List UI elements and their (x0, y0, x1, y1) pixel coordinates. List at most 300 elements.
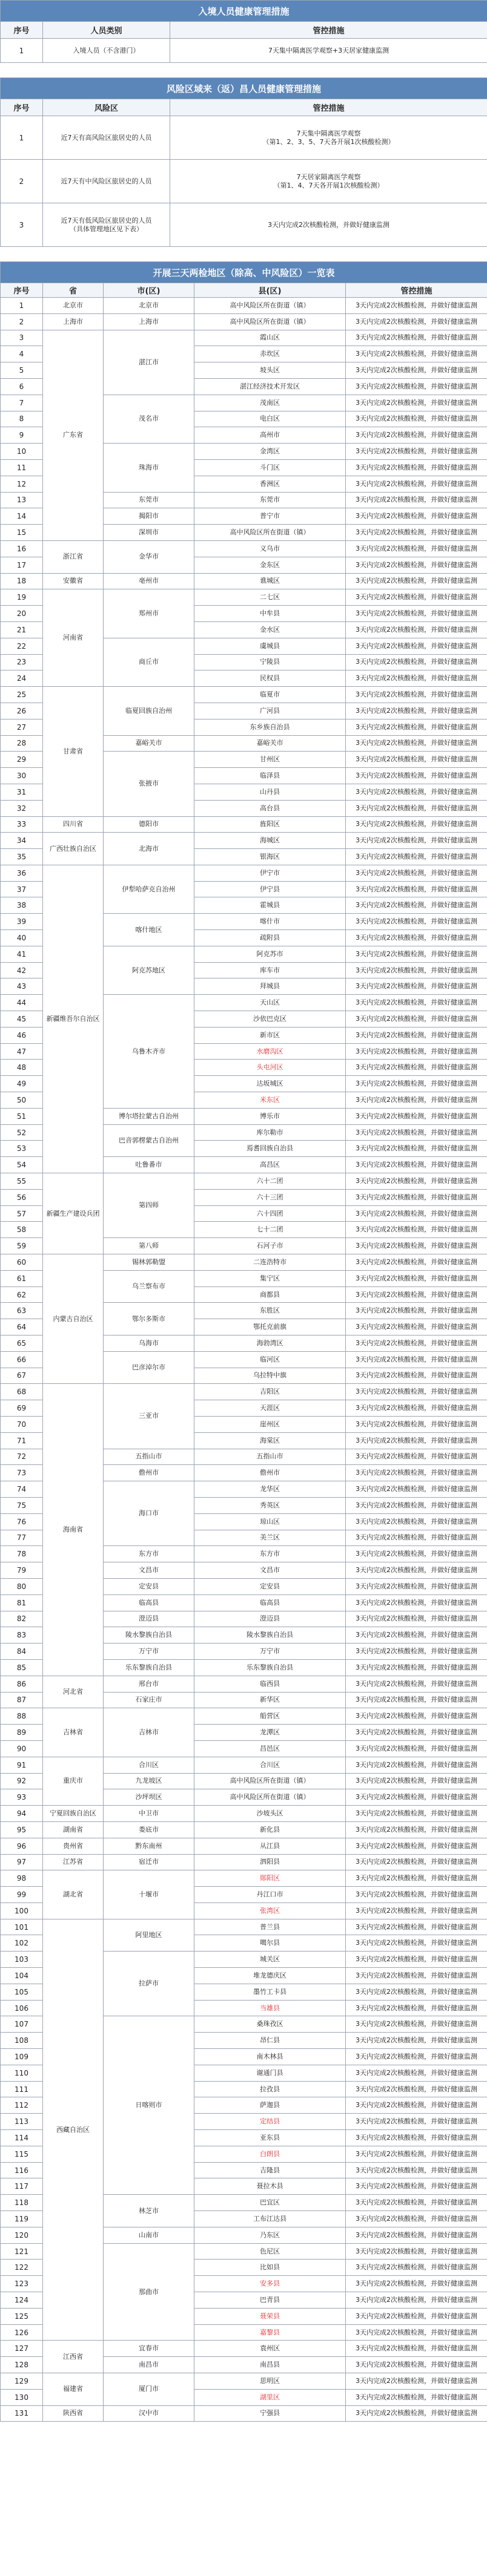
table-row (1, 2405, 487, 2422)
measure-cell: 3天内完成2次核酸检测，并做好健康监测 (346, 1189, 487, 1205)
county-cell: 高中风险区所在街道（镇） (194, 1789, 346, 1806)
county-cell: 文昌市 (194, 1562, 346, 1579)
row-no: 55 (1, 1173, 43, 1190)
row-no: 80 (1, 1578, 43, 1594)
county-cell: 亚东县 (194, 2130, 346, 2146)
county-cell: 虞城县 (194, 638, 346, 654)
county-cell: 天山区 (194, 995, 346, 1011)
measure-cell: 3天内完成2次核酸检测，并做好健康监测 (346, 1952, 487, 1968)
province-cell: 浙江省 (43, 540, 104, 573)
county-cell: 旌阳区 (194, 816, 346, 833)
county-cell: 聂荣县 (194, 2308, 346, 2324)
county-cell: 昂仁县 (194, 2033, 346, 2049)
county-cell: 沙依巴克区 (194, 1011, 346, 1027)
county-cell: 新化县 (194, 1821, 346, 1838)
measure-cell: 3天内完成2次核酸检测，并做好健康监测 (346, 1757, 487, 1773)
measure-cell: 3天内完成2次核酸检测，并做好健康监测 (346, 1303, 487, 1319)
row-no: 77 (1, 1530, 43, 1546)
row-no: 84 (1, 1644, 43, 1660)
city-cell: 三亚市 (104, 1384, 194, 1449)
province-cell: 湖北省 (43, 1870, 104, 1919)
county-cell: 安多县 (194, 2276, 346, 2292)
measure-cell: 3天内完成2次核酸检测，并做好健康监测 (346, 2243, 487, 2260)
row-no: 53 (1, 1141, 43, 1157)
county-cell: 城关区 (194, 1952, 346, 1968)
city-cell: 珠海市 (104, 444, 194, 492)
row-no: 33 (1, 816, 43, 833)
row-no: 118 (1, 2195, 43, 2211)
province-cell: 江苏省 (43, 1854, 104, 1870)
county-cell: 儋州市 (194, 1465, 346, 1481)
measure-cell: 3天内完成2次核酸检测，并做好健康监测 (346, 1432, 487, 1449)
table-row (1, 2341, 487, 2357)
row-no: 106 (1, 2000, 43, 2016)
city-cell: 湛江市 (104, 330, 194, 395)
row-no: 124 (1, 2292, 43, 2309)
measure-cell: 3天内完成2次核酸检测，并做好健康监测 (346, 1449, 487, 1465)
row-no: 45 (1, 1011, 43, 1027)
county-cell: 新市区 (194, 1027, 346, 1043)
measure-cell: 3天内完成2次核酸检测，并做好健康监测 (346, 459, 487, 476)
province-cell: 江西省 (43, 2341, 104, 2373)
row-measure (170, 160, 487, 203)
measure-cell: 3天内完成2次核酸检测，并做好健康监测 (346, 1108, 487, 1124)
county-cell: 六十四团 (194, 1205, 346, 1222)
county-cell: 桑珠孜区 (194, 2016, 346, 2033)
county-cell: 龙潭区 (194, 1725, 346, 1741)
measure-cell: 3天内完成2次核酸检测，并做好健康监测 (346, 1286, 487, 1303)
row-no: 27 (1, 719, 43, 735)
county-cell: 霞山区 (194, 330, 346, 346)
measure-cell: 3天内完成2次核酸检测，并做好健康监测 (346, 2227, 487, 2243)
row-no: 82 (1, 1611, 43, 1627)
county-cell: 头屯河区 (194, 1060, 346, 1076)
county-cell: 乃东区 (194, 2227, 346, 2243)
county-cell: 袁州区 (194, 2341, 346, 2357)
measure-cell: 3天内完成2次核酸检测，并做好健康监测 (346, 2178, 487, 2195)
province-cell: 上海市 (43, 313, 104, 330)
measure-cell: 3天内完成2次核酸检测，并做好健康监测 (346, 2357, 487, 2373)
measure-cell: 3天内完成2次核酸检测，并做好健康监测 (346, 2146, 487, 2162)
measure-cell: 3天内完成2次核酸检测，并做好健康监测 (346, 2276, 487, 2292)
county-cell: 墨竹工卡县 (194, 1984, 346, 2000)
city-cell: 德阳市 (104, 816, 194, 833)
province-cell: 内蒙古自治区 (43, 1254, 104, 1384)
county-cell: 乌拉特中旗 (194, 1368, 346, 1384)
province-cell: 西藏自治区 (43, 1919, 104, 2341)
row-no: 71 (1, 1432, 43, 1449)
row-no: 17 (1, 557, 43, 573)
county-cell: 思明区 (194, 2373, 346, 2390)
county-cell: 高中风险区所在街道（镇） (194, 313, 346, 330)
county-cell: 坡头区 (194, 362, 346, 379)
city-cell: 博尔塔拉蒙古自治州 (104, 1108, 194, 1124)
row-no: 52 (1, 1124, 43, 1141)
county-cell: 定结县 (194, 2114, 346, 2130)
measure-cell: 3天内完成2次核酸检测，并做好健康监测 (346, 978, 487, 995)
row-measure (170, 116, 487, 160)
row-no: 1 (1, 39, 43, 63)
row-no: 126 (1, 2324, 43, 2341)
row-no: 103 (1, 1952, 43, 1968)
county-cell: 高台县 (194, 800, 346, 816)
table-row (1, 687, 487, 703)
county-cell: 二七区 (194, 589, 346, 606)
county-cell: 东胜区 (194, 1303, 346, 1319)
measure-cell: 3天内完成2次核酸检测，并做好健康监测 (346, 2081, 487, 2097)
county-cell: 普宁市 (194, 508, 346, 525)
measure-cell: 3天内完成2次核酸检测，并做好健康监测 (346, 1254, 487, 1271)
county-cell: 商都县 (194, 1286, 346, 1303)
city-cell: 娄底市 (104, 1821, 194, 1838)
table-row (1, 2373, 487, 2390)
city-cell: 九龙坡区 (104, 1773, 194, 1789)
row-no: 6 (1, 378, 43, 395)
row-no: 130 (1, 2389, 43, 2405)
measure-cell: 3天内完成2次核酸检测，并做好健康监测 (346, 995, 487, 1011)
measure-cell: 3天内完成2次核酸检测，并做好健康监测 (346, 2195, 487, 2211)
col-header-province: 省 (43, 283, 104, 298)
row-no: 25 (1, 687, 43, 703)
city-cell: 那曲市 (104, 2243, 194, 2341)
row-no: 73 (1, 1465, 43, 1481)
row-no: 21 (1, 621, 43, 638)
measure-cell: 3天内完成2次核酸检测，并做好健康监测 (346, 1011, 487, 1027)
row-no: 92 (1, 1773, 43, 1789)
city-cell: 吐鲁番市 (104, 1157, 194, 1173)
measure-cell: 3天内完成2次核酸检测，并做好健康监测 (346, 1919, 487, 1935)
row-no: 78 (1, 1546, 43, 1562)
city-cell: 沙坪坝区 (104, 1789, 194, 1806)
row-no: 26 (1, 703, 43, 719)
row-no: 109 (1, 2049, 43, 2065)
county-cell: 海城区 (194, 833, 346, 849)
county-cell: 从江县 (194, 1838, 346, 1854)
city-cell: 文昌市 (104, 1562, 194, 1579)
table-row (1, 1384, 487, 1400)
row-no: 94 (1, 1806, 43, 1822)
row-no: 41 (1, 946, 43, 962)
measure-cell: 3天内完成2次核酸检测，并做好健康监测 (346, 719, 487, 735)
measure-cell: 3天内完成2次核酸检测，并做好健康监测 (346, 362, 487, 379)
row-no: 66 (1, 1351, 43, 1368)
row-no: 69 (1, 1400, 43, 1417)
row-no: 28 (1, 735, 43, 752)
measure-cell: 3天内完成2次核酸检测，并做好健康监测 (346, 2065, 487, 2081)
city-cell: 上海市 (104, 313, 194, 330)
row-no: 5 (1, 362, 43, 379)
table-row (1, 1254, 487, 1271)
county-cell: 张湾区 (194, 1903, 346, 1919)
table-row (1, 573, 487, 589)
table-row (1, 1854, 487, 1870)
county-cell: 昌邑区 (194, 1740, 346, 1757)
measure-cell: 3天内完成2次核酸检测，并做好健康监测 (346, 313, 487, 330)
province-cell: 北京市 (43, 298, 104, 314)
county-cell: 中牟县 (194, 606, 346, 622)
measure-cell: 3天内完成2次核酸检测，并做好健康监测 (346, 1351, 487, 1368)
city-cell: 汉中市 (104, 2405, 194, 2422)
measure-cell: 3天内完成2次核酸检测，并做好健康监测 (346, 1562, 487, 1579)
measure-cell: 3天内完成2次核酸检测，并做好健康监测 (346, 540, 487, 557)
county-cell: 高昌区 (194, 1157, 346, 1173)
row-no: 127 (1, 2341, 43, 2357)
col-header-no: 序号 (1, 99, 43, 116)
row-no: 42 (1, 962, 43, 978)
row-measure: 3天内完成2次核酸检测，并做好健康监测 (170, 203, 487, 247)
row-no: 81 (1, 1594, 43, 1611)
table-row (1, 298, 487, 314)
measure-cell: 3天内完成2次核酸检测，并做好健康监测 (346, 654, 487, 670)
county-cell: 湖里区 (194, 2389, 346, 2405)
city-cell: 石家庄市 (104, 1692, 194, 1708)
measure-cell: 3天内完成2次核酸检测，并做好健康监测 (346, 411, 487, 427)
measure-cell: 3天内完成2次核酸检测，并做好健康监测 (346, 1173, 487, 1190)
county-cell: 高中风险区所在街道（镇） (194, 298, 346, 314)
row-no: 100 (1, 1903, 43, 1919)
city-cell: 十堰市 (104, 1870, 194, 1919)
county-cell: 阿克苏市 (194, 946, 346, 962)
table-row (1, 1173, 487, 1190)
measure-cell: 3天内完成2次核酸检测，并做好健康监测 (346, 1400, 487, 1417)
county-cell: 美兰区 (194, 1530, 346, 1546)
county-cell: 金东区 (194, 557, 346, 573)
measure-cell: 3天内完成2次核酸检测，并做好健康监测 (346, 1838, 487, 1854)
measure-cell: 3天内完成2次核酸检测，并做好健康监测 (346, 816, 487, 833)
city-cell: 张掖市 (104, 752, 194, 816)
county-cell: 巴青县 (194, 2292, 346, 2309)
county-cell: 当雄县 (194, 2000, 346, 2016)
measure-cell: 3天内完成2次核酸检测，并做好健康监测 (346, 1336, 487, 1352)
row-no: 30 (1, 768, 43, 784)
county-cell: 乐东黎族自治县 (194, 1659, 346, 1676)
col-header-no: 序号 (1, 22, 43, 39)
measure-cell: 3天内完成2次核酸检测，并做好健康监测 (346, 1530, 487, 1546)
low-risk-title: 开展三天两检地区（除高、中风险区）一览表 (1, 262, 487, 283)
row-category: 入境人员（不含港门） (43, 39, 170, 63)
area-table-body (1, 298, 487, 2422)
city-cell: 山南市 (104, 2227, 194, 2243)
city-cell: 乌鲁木齐市 (104, 995, 194, 1109)
measure-cell: 3天内完成2次核酸检测，并做好健康监测 (346, 508, 487, 525)
measure-cell: 3天内完成2次核酸检测，并做好健康监测 (346, 1465, 487, 1481)
measure-cell: 3天内完成2次核酸检测，并做好健康监测 (346, 2130, 487, 2146)
measure-cell: 3天内完成2次核酸检测，并做好健康监测 (346, 1497, 487, 1513)
city-cell: 万宁市 (104, 1644, 194, 1660)
table-row (1, 1708, 487, 1725)
row-no: 121 (1, 2243, 43, 2260)
measure-cell: 3天内完成2次核酸检测，并做好健康监测 (346, 2033, 487, 2049)
city-cell: 合川区 (104, 1757, 194, 1773)
measure-cell: 3天内完成2次核酸检测，并做好健康监测 (346, 1627, 487, 1644)
table-row (1, 1676, 487, 1692)
county-cell: 山丹县 (194, 784, 346, 800)
row-no: 3 (1, 203, 43, 247)
city-cell: 喀什地区 (104, 914, 194, 946)
province-cell: 福建省 (43, 2373, 104, 2406)
city-cell: 吉林市 (104, 1708, 194, 1757)
col-header-measure: 管控措施 (346, 283, 487, 298)
measure-cell: 3天内完成2次核酸检测，并做好健康监测 (346, 2324, 487, 2341)
row-no: 72 (1, 1449, 43, 1465)
row-no: 44 (1, 995, 43, 1011)
county-cell: 海勃湾区 (194, 1336, 346, 1352)
county-cell: 噶尔县 (194, 1935, 346, 1952)
county-cell: 六十二团 (194, 1173, 346, 1190)
county-cell: 东莞市 (194, 492, 346, 508)
measure-cell: 3天内完成2次核酸检测，并做好健康监测 (346, 1676, 487, 1692)
county-cell: 嘉黎县 (194, 2324, 346, 2341)
measure-cell: 3天内完成2次核酸检测，并做好健康监测 (346, 1578, 487, 1594)
measure-cell: 3天内完成2次核酸检测，并做好健康监测 (346, 833, 487, 849)
row-measure: 7天集中隔离医学观察+3天居家健康监测 (170, 39, 487, 63)
measure-cell: 3天内完成2次核酸检测，并做好健康监测 (346, 557, 487, 573)
measure-cell: 3天内完成2次核酸检测，并做好健康监测 (346, 670, 487, 687)
measure-cell: 3天内完成2次核酸检测，并做好健康监测 (346, 1319, 487, 1336)
row-no: 2 (1, 313, 43, 330)
measure-cell: 3天内完成2次核酸检测，并做好健康监测 (346, 2097, 487, 2114)
county-cell: 宁陵县 (194, 654, 346, 670)
county-cell: 比如县 (194, 2260, 346, 2276)
city-cell: 巴音郭楞蒙古自治州 (104, 1124, 194, 1157)
row-no: 2 (1, 160, 43, 203)
county-cell: 嘉峪关市 (194, 735, 346, 752)
province-cell: 新疆维吾尔自治区 (43, 865, 104, 1173)
row-category: 近7天有高风险区旅居史的人员 (43, 116, 170, 160)
county-cell: 吉隆县 (194, 2162, 346, 2178)
measure-cell: 3天内完成2次核酸检测，并做好健康监测 (346, 735, 487, 752)
measure-cell: 3天内完成2次核酸检测，并做好健康监测 (346, 1513, 487, 1530)
row-no: 34 (1, 833, 43, 849)
row-no: 9 (1, 427, 43, 444)
col-header-city: 市(区) (104, 283, 194, 298)
row-no: 35 (1, 849, 43, 865)
measure-cell: 3天内完成2次核酸检测，并做好健康监测 (346, 1789, 487, 1806)
row-no: 75 (1, 1497, 43, 1513)
row-no: 131 (1, 2405, 43, 2422)
measure-cell: 3天内完成2次核酸检测，并做好健康监测 (346, 881, 487, 897)
province-cell: 重庆市 (43, 1757, 104, 1805)
row-no: 107 (1, 2016, 43, 2033)
city-cell: 黔东南州 (104, 1838, 194, 1854)
row-no: 62 (1, 1286, 43, 1303)
city-cell: 澄迈县 (104, 1611, 194, 1627)
inbound-title: 入境人员健康管理措施 (1, 1, 487, 22)
row-no: 110 (1, 2065, 43, 2081)
measure-cell: 3天内完成2次核酸检测，并做好健康监测 (346, 1740, 487, 1757)
measure-cell: 3天内完成2次核酸检测，并做好健康监测 (346, 2016, 487, 2033)
city-cell: 阿克苏地区 (104, 946, 194, 994)
row-no: 63 (1, 1303, 43, 1319)
measure-cell: 3天内完成2次核酸检测，并做好健康监测 (346, 1692, 487, 1708)
county-cell: 民权县 (194, 670, 346, 687)
city-cell: 南昌市 (104, 2357, 194, 2373)
measure-cell: 3天内完成2次核酸检测，并做好健康监测 (346, 2389, 487, 2405)
county-cell: 高州市 (194, 427, 346, 444)
measure-cell: 3天内完成2次核酸检测，并做好健康监测 (346, 525, 487, 541)
table-row (1, 330, 487, 346)
row-no: 76 (1, 1513, 43, 1530)
measure-cell: 3天内完成2次核酸检测，并做好健康监测 (346, 1076, 487, 1092)
county-cell: 甘州区 (194, 752, 346, 768)
province-cell: 广西壮族自治区 (43, 833, 104, 865)
county-cell: 石河子市 (194, 1238, 346, 1254)
county-cell: 鄂托克前旗 (194, 1319, 346, 1336)
county-cell: 临高县 (194, 1594, 346, 1611)
city-cell: 日喀则市 (104, 2016, 194, 2195)
row-no: 88 (1, 1708, 43, 1725)
measure-cell: 3天内完成2次核酸检测，并做好健康监测 (346, 573, 487, 589)
row-no: 13 (1, 492, 43, 508)
row-no: 83 (1, 1627, 43, 1644)
row-no: 129 (1, 2373, 43, 2390)
row-no: 95 (1, 1821, 43, 1838)
row-no: 54 (1, 1157, 43, 1173)
measure-cell: 3天内完成2次核酸检测，并做好健康监测 (346, 427, 487, 444)
county-cell: 临河区 (194, 1351, 346, 1368)
measure-cell: 3天内完成2次核酸检测，并做好健康监测 (346, 298, 487, 314)
section-gap (0, 247, 487, 261)
measure-cell: 3天内完成2次核酸检测，并做好健康监测 (346, 2405, 487, 2422)
city-cell: 乌海市 (104, 1336, 194, 1352)
row-no: 37 (1, 881, 43, 897)
measure-cell: 3天内完成2次核酸检测，并做好健康监测 (346, 897, 487, 914)
province-cell: 陕西省 (43, 2405, 104, 2422)
row-no: 99 (1, 1887, 43, 1903)
row-no: 67 (1, 1368, 43, 1384)
row-no: 123 (1, 2276, 43, 2292)
measure-cell: 3天内完成2次核酸检测，并做好健康监测 (346, 703, 487, 719)
city-cell: 宿迁市 (104, 1854, 194, 1870)
risk-area-title: 风险区域来（返）昌人员健康管理措施 (1, 78, 487, 99)
measure-cell: 3天内完成2次核酸检测，并做好健康监测 (346, 1481, 487, 1498)
county-cell: 茂南区 (194, 395, 346, 411)
county-cell: 疏附县 (194, 930, 346, 946)
county-cell: 聂拉木县 (194, 2178, 346, 2195)
row-no: 31 (1, 784, 43, 800)
row-no: 36 (1, 865, 43, 881)
measure-cell: 3天内完成2次核酸检测，并做好健康监测 (346, 1384, 487, 1400)
county-cell: 银海区 (194, 849, 346, 865)
county-cell: 喀什市 (194, 914, 346, 930)
row-no: 20 (1, 606, 43, 622)
row-no: 16 (1, 540, 43, 557)
row-no: 43 (1, 978, 43, 995)
row-category: 近7天有中风险区旅居史的人员 (43, 160, 170, 203)
city-cell: 临高县 (104, 1594, 194, 1611)
city-cell: 郑州市 (104, 589, 194, 638)
measure-cell: 3天内完成2次核酸检测，并做好健康监测 (346, 1870, 487, 1887)
row-no: 24 (1, 670, 43, 687)
row-no: 39 (1, 914, 43, 930)
measure-cell: 3天内完成2次核酸检测，并做好健康监测 (346, 1043, 487, 1060)
county-cell: 龙华区 (194, 1481, 346, 1498)
measure-cell: 3天内完成2次核酸检测，并做好健康监测 (346, 1027, 487, 1043)
row-no: 97 (1, 1854, 43, 1870)
city-cell: 第四师 (104, 1173, 194, 1238)
county-cell: 萨迦县 (194, 2097, 346, 2114)
measure-cell: 3天内完成2次核酸检测，并做好健康监测 (346, 1157, 487, 1173)
measure-cell: 3天内完成2次核酸检测，并做好健康监测 (346, 1222, 487, 1238)
county-cell: 焉耆回族自治县 (194, 1141, 346, 1157)
county-cell: 普兰县 (194, 1919, 346, 1935)
county-cell: 吉阳区 (194, 1384, 346, 1400)
county-cell: 博乐市 (194, 1108, 346, 1124)
city-cell: 巴彦淖尔市 (104, 1351, 194, 1384)
county-cell: 临西县 (194, 1676, 346, 1692)
col-header-measure: 管控措施 (170, 22, 487, 39)
county-cell: 伊宁县 (194, 881, 346, 897)
